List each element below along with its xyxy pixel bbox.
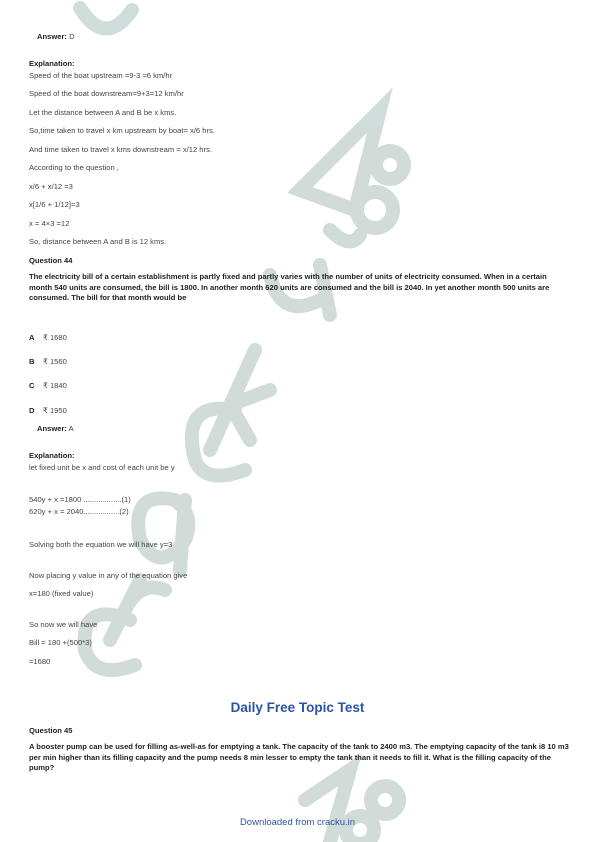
- option-letter: C: [29, 381, 35, 390]
- section-heading-link[interactable]: Daily Free Topic Test: [230, 700, 365, 715]
- q44-line: Bill = 180 +(500*3): [29, 638, 92, 647]
- q43-line: According to the question ,: [29, 163, 119, 172]
- answer-value: D: [69, 32, 75, 41]
- option-text: ₹ 1950: [43, 406, 67, 415]
- q43-line: And time taken to travel x kms downstream = x/12 hrs.: [29, 145, 212, 154]
- q43-line: x/6 + x/12 =3: [29, 182, 73, 191]
- watermark-pen-icon: [300, 110, 380, 210]
- answer-label: Answer:: [37, 32, 67, 41]
- q43-line: Let the distance between A and B be x kms.: [29, 108, 177, 117]
- q43-line: x[1/6 + 1/12]=3: [29, 200, 80, 209]
- option-text: ₹ 1840: [43, 381, 67, 390]
- q43-line: x = 4×3 =12: [29, 219, 70, 228]
- option-b[interactable]: [29, 357, 67, 366]
- option-text: ₹ 1680: [43, 333, 67, 342]
- watermark-letter-a: [138, 498, 188, 570]
- option-text: ₹ 1560: [43, 357, 67, 366]
- q45-title: Question 45: [29, 726, 73, 735]
- option-letter: A: [29, 333, 35, 342]
- watermark-letter-k: [210, 350, 270, 450]
- watermark-letter-c: [192, 409, 245, 476]
- watermark-arc-top: [80, 8, 132, 29]
- q43-line: Speed of the boat downstream=9+3=12 km/hr: [29, 89, 184, 98]
- q43-line: Speed of the boat upstream =9-3 =6 km/hr: [29, 71, 173, 80]
- q44-line: Solving both the equation we will have y=3: [29, 540, 173, 549]
- option-c[interactable]: [29, 381, 67, 390]
- q44-line: let fixed unit be x and cost of each unit be y: [29, 463, 175, 472]
- watermark-circle: [376, 151, 404, 179]
- q44-answer: [37, 424, 74, 433]
- q43-line: So, distance between A and B is 12 kms.: [29, 237, 167, 246]
- answer-label: Answer:: [37, 424, 67, 433]
- q43-explanation-label: Explanation:: [29, 59, 75, 68]
- answer-value: A: [68, 424, 74, 433]
- q45-text: A booster pump can be used for filling as-well-as for emptying a tank. The capacity of the tank to 2400 m3. The emptying capacity of the tank i8 10 m3 per min higher than its filling capacity and the pump needs 8 min lesser to empty the tank than it needs to fill it. What is the filling capacity of the pump?: [29, 742, 569, 772]
- q44-line: x=180 (fixed value): [29, 589, 94, 598]
- q44-line: 540y + x =1800 ..................(1): [29, 495, 131, 504]
- q44-text: The electricity bill of a certain establishment is partly fixed and partly varies with the number of units of electricity consumed. When in a certain month 540 units are consumed, the bill is 1800. In another month 620 units are consumed and the bill is 2040. In yet another month 500 units are consumed. The bill for that month would be: [29, 272, 550, 302]
- q43-line: So,time taken to travel x km upstream by boat= x/6 hrs.: [29, 126, 215, 135]
- q44-line: So now we will have: [29, 620, 98, 629]
- q44-explanation-label: Explanation:: [29, 451, 75, 460]
- q44-line: 620y + x = 2040.................(2): [29, 507, 129, 516]
- option-d[interactable]: [29, 406, 67, 415]
- q44-title: Question 44: [29, 256, 73, 265]
- q44-line: Now placing y value in any of the equation give: [29, 571, 188, 580]
- q44-line: =1680: [29, 657, 51, 666]
- watermark-circle: [357, 192, 393, 228]
- option-letter: B: [29, 357, 35, 366]
- q43-answer: [37, 32, 75, 41]
- option-a[interactable]: [29, 333, 67, 342]
- watermark-letter-r: [110, 580, 165, 640]
- option-letter: D: [29, 406, 35, 415]
- footer-link[interactable]: Downloaded from cracku.in: [239, 817, 356, 828]
